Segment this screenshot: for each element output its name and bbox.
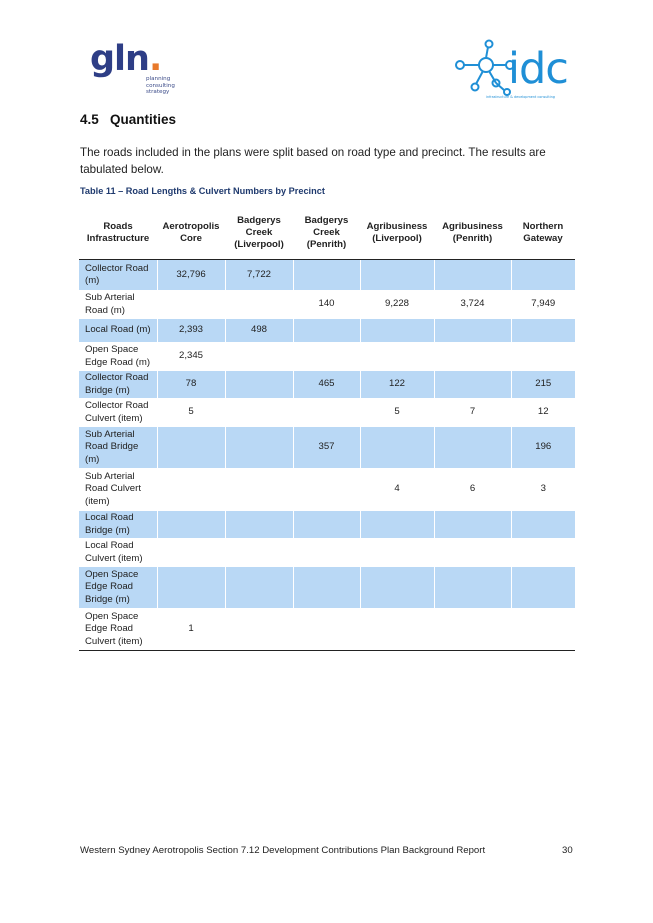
table-cell: 4 <box>360 469 434 511</box>
row-label: Local Road (m) <box>79 319 157 343</box>
table-cell <box>225 469 293 511</box>
table-row <box>79 319 575 343</box>
table-cell: 122 <box>360 371 434 399</box>
table-cell <box>225 427 293 469</box>
table-cell <box>360 511 434 539</box>
column-header: Agribusiness (Penrith) <box>434 206 511 260</box>
table-row <box>79 609 575 651</box>
table-cell <box>360 567 434 609</box>
row-label: Local Road Culvert (item) <box>79 539 157 567</box>
table-cell <box>293 609 360 651</box>
table-cell <box>360 343 434 371</box>
table-row <box>79 399 575 427</box>
table-cell: 6 <box>434 469 511 511</box>
table-cell <box>434 567 511 609</box>
table-cell: 140 <box>293 291 360 319</box>
table-cell: 5 <box>157 399 225 427</box>
intro-paragraph: The roads included in the plans were split based on road type and precinct. The results are tabulated below. <box>80 146 546 176</box>
table-cell <box>360 260 434 291</box>
table-cell <box>511 567 575 609</box>
table-cell: 7,722 <box>225 260 293 291</box>
table-cell <box>434 343 511 371</box>
table-cell: 5 <box>360 399 434 427</box>
table-cell <box>360 609 434 651</box>
gln-logo-tagline: planning consulting strategy <box>146 76 175 96</box>
table-cell <box>511 319 575 343</box>
table-cell <box>511 609 575 651</box>
table-cell <box>225 291 293 319</box>
row-label: Open Space Edge Road Culvert (item) <box>79 609 157 651</box>
row-label: Collector Road (m) <box>79 260 157 291</box>
table-cell: 32,796 <box>157 260 225 291</box>
idc-logo-mark: idc <box>508 44 568 94</box>
table-cell <box>511 539 575 567</box>
row-label: Open Space Edge Road (m) <box>79 343 157 371</box>
column-header: Northern Gateway <box>511 206 575 260</box>
table-row <box>79 427 575 469</box>
table-cell <box>157 539 225 567</box>
table-cell: 2,345 <box>157 343 225 371</box>
table-cell: 9,228 <box>360 291 434 319</box>
table-cell <box>360 539 434 567</box>
table-cell <box>225 567 293 609</box>
table-cell <box>511 260 575 291</box>
idc-logo <box>452 38 580 108</box>
row-label: Sub Arterial Road Bridge (m) <box>79 427 157 469</box>
table-cell <box>157 291 225 319</box>
column-header: Badgerys Creek (Penrith) <box>293 206 360 260</box>
page-number: 30 <box>562 845 573 856</box>
table-row <box>79 539 575 567</box>
table-cell: 7,949 <box>511 291 575 319</box>
row-label: Sub Arterial Road (m) <box>79 291 157 319</box>
table-row <box>79 567 575 609</box>
table-cell: 357 <box>293 427 360 469</box>
table-cell: 465 <box>293 371 360 399</box>
table-cell: 196 <box>511 427 575 469</box>
table-cell <box>157 427 225 469</box>
row-label: Open Space Edge Road Bridge (m) <box>79 567 157 609</box>
table-cell <box>293 511 360 539</box>
table-caption: Table 11 – Road Lengths & Culvert Numbers by Precinct <box>80 186 325 196</box>
table-row <box>79 469 575 511</box>
table-cell <box>293 319 360 343</box>
section-title: Quantities <box>110 112 177 127</box>
table-row <box>79 343 575 371</box>
table-cell <box>293 343 360 371</box>
table-cell <box>434 427 511 469</box>
table-row <box>79 511 575 539</box>
table-row <box>79 371 575 399</box>
table-cell: 7 <box>434 399 511 427</box>
table-header-row <box>79 206 575 260</box>
table-cell <box>225 343 293 371</box>
table-cell <box>225 539 293 567</box>
table-cell <box>434 260 511 291</box>
column-header: Badgerys Creek (Liverpool) <box>225 206 293 260</box>
road-lengths-table <box>79 206 575 651</box>
footer-text: Western Sydney Aerotropolis Section 7.12 Development Contributions Plan Background Report <box>80 845 486 856</box>
table-cell <box>293 260 360 291</box>
table-cell <box>293 469 360 511</box>
table-cell <box>434 539 511 567</box>
column-header: Agribusiness (Liverpool) <box>360 206 434 260</box>
table-cell: 3 <box>511 469 575 511</box>
table-cell <box>225 399 293 427</box>
table-cell <box>434 511 511 539</box>
table-cell <box>157 469 225 511</box>
table-cell: 2,393 <box>157 319 225 343</box>
table-row <box>79 260 575 291</box>
table-cell: 78 <box>157 371 225 399</box>
table-row <box>79 291 575 319</box>
column-header: Roads Infrastructure <box>79 206 157 260</box>
table-cell: 498 <box>225 319 293 343</box>
table-cell <box>157 511 225 539</box>
table-cell <box>293 539 360 567</box>
gln-logo-mark: gln. <box>90 39 162 79</box>
table-cell: 3,724 <box>434 291 511 319</box>
section-number: 4.5 <box>80 112 99 127</box>
table-cell <box>225 511 293 539</box>
table-cell <box>293 399 360 427</box>
table-cell <box>225 609 293 651</box>
row-label: Collector Road Bridge (m) <box>79 371 157 399</box>
idc-logo-tagline: infrastructure & development consulting <box>486 95 555 99</box>
section-heading <box>80 112 176 127</box>
table-cell: 1 <box>157 609 225 651</box>
row-label: Sub Arterial Road Culvert (item) <box>79 469 157 511</box>
table-cell <box>434 319 511 343</box>
table-cell: 215 <box>511 371 575 399</box>
table-cell <box>293 567 360 609</box>
table-cell <box>360 427 434 469</box>
table-cell <box>511 343 575 371</box>
table-cell <box>360 319 434 343</box>
column-header: Aerotropolis Core <box>157 206 225 260</box>
table-cell <box>225 371 293 399</box>
row-label: Collector Road Culvert (item) <box>79 399 157 427</box>
table-cell <box>511 511 575 539</box>
row-label: Local Road Bridge (m) <box>79 511 157 539</box>
table-cell <box>157 567 225 609</box>
table-cell <box>434 371 511 399</box>
table-cell <box>434 609 511 651</box>
table-cell: 12 <box>511 399 575 427</box>
